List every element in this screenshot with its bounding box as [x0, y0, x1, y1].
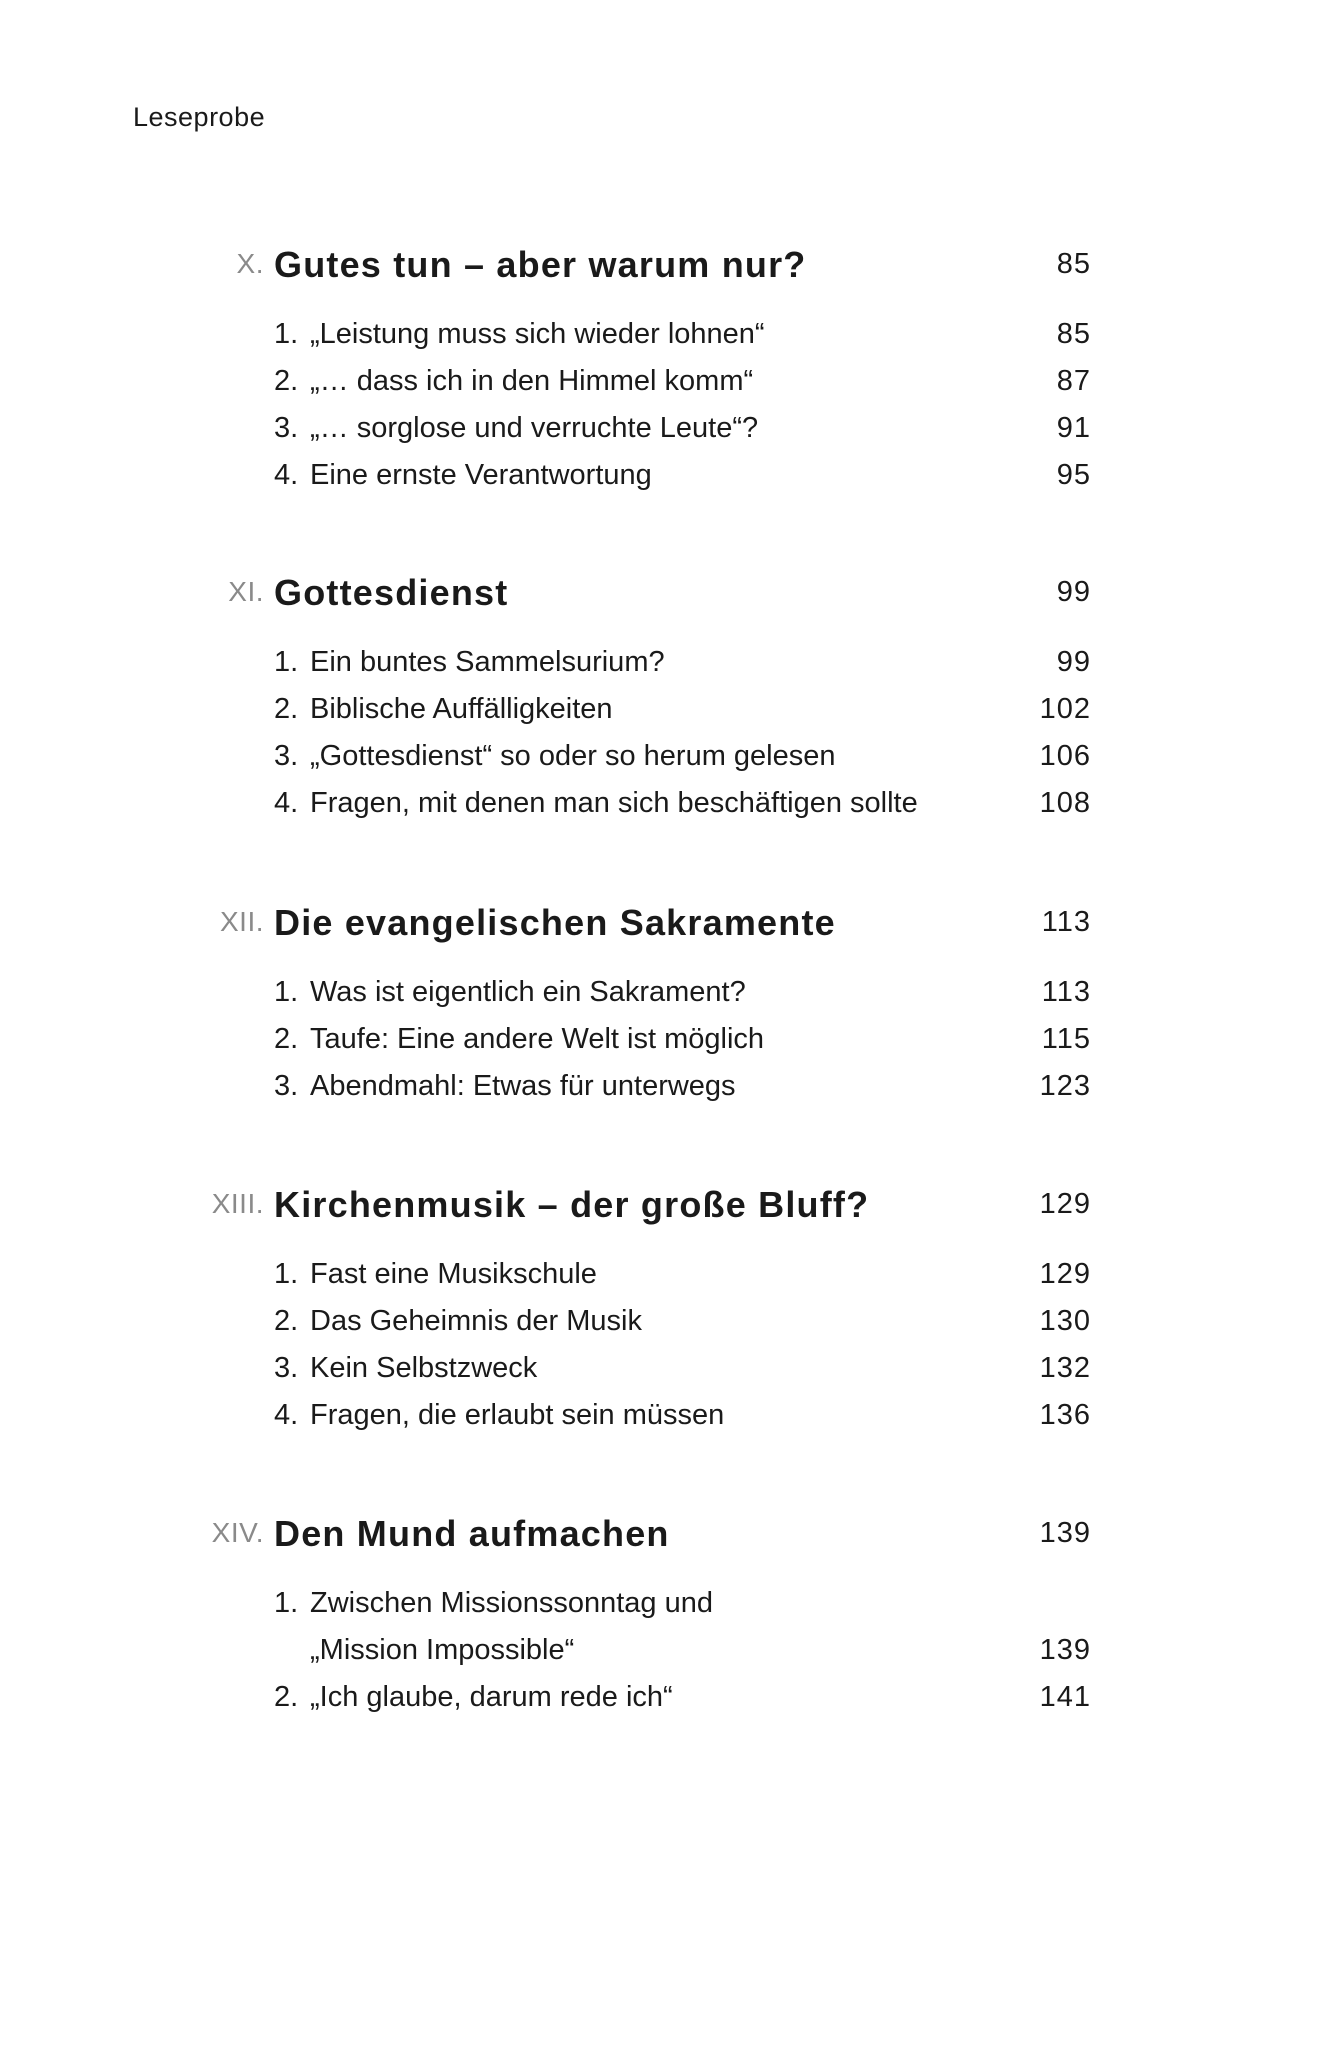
- section-title: Ein buntes Sammelsurium?: [310, 646, 665, 678]
- toc-entry[interactable]: [0, 1305, 1340, 1345]
- section-number: 2.: [274, 1023, 299, 1055]
- chapter-title: Gutes tun – aber warum nur?: [274, 244, 807, 285]
- section-page-number: 91: [1056, 412, 1091, 444]
- section-number: 3.: [274, 1352, 299, 1384]
- section-title: Was ist eigentlich ein Sakrament?: [310, 976, 746, 1008]
- chapter-title: Den Mund aufmachen: [274, 1513, 670, 1554]
- chapter-page-number: 129: [1039, 1188, 1091, 1220]
- chapter-number: XI.: [228, 576, 264, 607]
- section-page-number: 106: [1039, 740, 1091, 772]
- chapter-number: X.: [236, 248, 264, 279]
- section-page-number: 129: [1039, 1258, 1091, 1290]
- chapter-heading[interactable]: [0, 244, 1340, 290]
- section-number: 2.: [274, 1305, 299, 1337]
- running-header: Leseprobe: [133, 102, 266, 132]
- toc-entry[interactable]: [0, 740, 1340, 780]
- section-page-number: 141: [1039, 1681, 1091, 1713]
- section-title: Das Geheimnis der Musik: [310, 1305, 642, 1337]
- chapter-page-number: 139: [1039, 1517, 1091, 1549]
- toc-entry[interactable]: [0, 787, 1340, 827]
- chapter-title: Kirchenmusik – der große Bluff?: [274, 1184, 870, 1225]
- section-title: Fragen, mit denen man sich beschäftigen sollte: [310, 787, 918, 819]
- section-title: „Gottesdienst“ so oder so herum gelesen: [310, 740, 836, 772]
- section-page-number: 113: [1041, 976, 1091, 1008]
- section-page-number: 87: [1056, 365, 1091, 397]
- section-title: Abendmahl: Etwas für unterwegs: [310, 1070, 736, 1102]
- toc-entry[interactable]: [0, 1070, 1340, 1110]
- chapter-heading[interactable]: [0, 572, 1340, 618]
- section-title: „Leistung muss sich wieder lohnen“: [310, 318, 765, 350]
- section-title: „Ich glaube, darum rede ich“: [310, 1681, 673, 1713]
- toc-entry[interactable]: [0, 318, 1340, 358]
- chapter-title: Gottesdienst: [274, 572, 509, 613]
- chapter-page-number: 85: [1056, 248, 1091, 280]
- toc-entry[interactable]: [0, 1681, 1340, 1721]
- section-page-number: 108: [1039, 787, 1091, 819]
- toc-entry[interactable]: [0, 1352, 1340, 1392]
- toc-entry[interactable]: [0, 459, 1340, 499]
- toc-entry[interactable]: [0, 365, 1340, 405]
- toc-entry[interactable]: [0, 412, 1340, 452]
- section-number: 1.: [274, 1258, 299, 1290]
- chapter-heading[interactable]: [0, 1513, 1340, 1559]
- section-page-number: 85: [1056, 318, 1091, 350]
- section-page-number: 95: [1056, 459, 1091, 491]
- toc-entry[interactable]: [0, 1258, 1340, 1298]
- section-number: 1.: [274, 1587, 299, 1619]
- section-number: 4.: [274, 459, 299, 491]
- chapter-heading[interactable]: [0, 1184, 1340, 1230]
- section-number: 4.: [274, 1399, 299, 1431]
- section-page-number: 99: [1056, 646, 1091, 678]
- section-title: Eine ernste Verantwortung: [310, 459, 652, 491]
- section-page-number: 130: [1039, 1305, 1091, 1337]
- chapter-page-number: 99: [1056, 576, 1091, 608]
- chapter-number: XIII.: [211, 1188, 264, 1219]
- section-title: Fragen, die erlaubt sein müssen: [310, 1399, 725, 1431]
- section-page-number: 115: [1041, 1023, 1091, 1055]
- toc-entry[interactable]: [0, 646, 1340, 686]
- section-number: 1.: [274, 646, 299, 678]
- section-page-number: 132: [1039, 1352, 1091, 1384]
- section-number: 2.: [274, 693, 299, 725]
- section-title: „… dass ich in den Himmel komm“: [310, 365, 754, 397]
- section-number: 2.: [274, 365, 299, 397]
- toc-entry[interactable]: [0, 1587, 1340, 1674]
- section-number: 3.: [274, 1070, 299, 1102]
- section-title: Fast eine Musikschule: [310, 1258, 597, 1290]
- chapter-number: XII.: [219, 906, 264, 937]
- section-page-number: 102: [1039, 693, 1091, 725]
- toc-entry[interactable]: [0, 1023, 1340, 1063]
- chapter-number: XIV.: [211, 1517, 264, 1548]
- chapter-page-number: 113: [1041, 906, 1091, 938]
- section-title: Biblische Auffälligkeiten: [310, 693, 613, 725]
- section-page-number: 123: [1039, 1070, 1091, 1102]
- chapter-title: Die evangelischen Sakramente: [274, 902, 836, 943]
- toc-entry[interactable]: [0, 1399, 1340, 1439]
- section-number: 3.: [274, 740, 299, 772]
- section-number: 4.: [274, 787, 299, 819]
- section-number: 3.: [274, 412, 299, 444]
- section-title: Taufe: Eine andere Welt ist möglich: [310, 1023, 765, 1055]
- section-title-continued: „Mission Impossible“: [310, 1634, 575, 1666]
- section-number: 1.: [274, 318, 299, 350]
- toc-entry[interactable]: [0, 693, 1340, 733]
- toc-entry[interactable]: [0, 976, 1340, 1016]
- section-page-number: 136: [1039, 1399, 1091, 1431]
- section-number: 2.: [274, 1681, 299, 1713]
- section-title: „… sorglose und verruchte Leute“?: [310, 412, 759, 444]
- section-number: 1.: [274, 976, 299, 1008]
- section-page-number: 139: [1039, 1634, 1091, 1666]
- chapter-heading[interactable]: [0, 902, 1340, 948]
- section-title: Zwischen Missionssonntag und: [310, 1587, 713, 1619]
- section-title: Kein Selbstzweck: [310, 1352, 538, 1384]
